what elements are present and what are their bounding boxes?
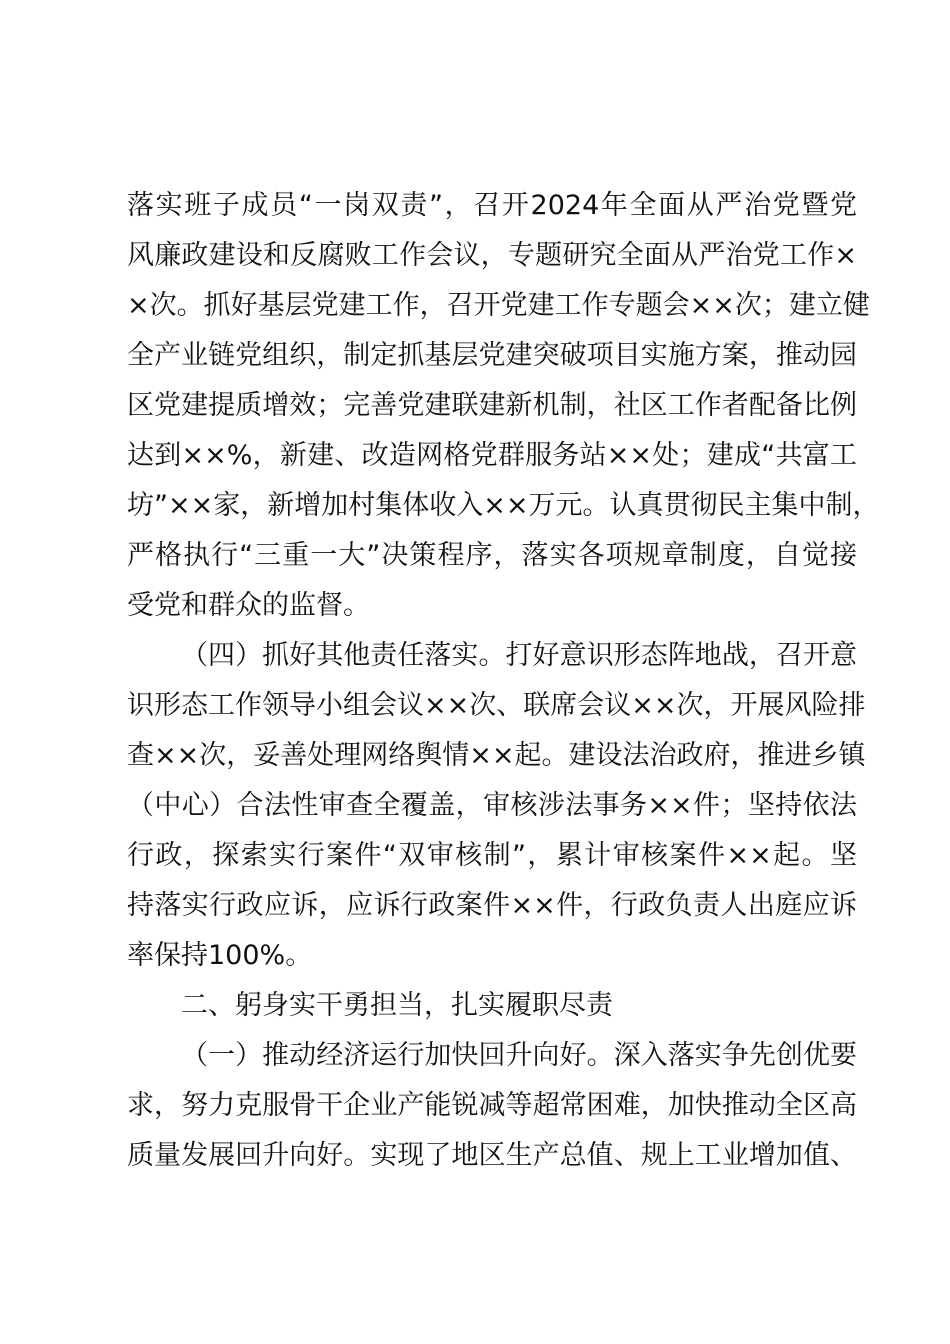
body-text-line: 落实班子成员“一岗双责”，召开2024年全面从严治党暨党: [127, 190, 857, 221]
body-text-line: 风廉政建设和反腐败工作会议，专题研究全面从严治党工作×: [127, 240, 857, 271]
body-text-line: 行政，探索实行案件“双审核制”，累计审核案件××起。坚: [127, 840, 857, 871]
body-text-line: 持落实行政应诉，应诉行政案件××件，行政负责人出庭应诉: [127, 890, 857, 921]
body-text-line: 识形态工作领导小组会议××次、联席会议××次，开展风险排: [127, 690, 866, 721]
body-text-line: 受党和群众的监督。: [127, 590, 370, 621]
body-text-line: 严格执行“三重一大”决策程序，落实各项规章制度，自觉接: [127, 540, 857, 571]
body-text-line: 区党建提质增效；完善党建联建新机制，社区工作者配备比例: [127, 390, 857, 421]
body-text-line: 达到××%，新建、改造网格党群服务站××处；建成“共富工: [127, 440, 857, 471]
paragraph-first-line: （四）抓好其他责任落实。打好意识形态阵地战，召开意: [181, 640, 857, 671]
body-text-line: （中心）合法性审查全覆盖，审核涉法事务××件；坚持依法: [127, 790, 857, 821]
body-text-line: 全产业链党组织，制定抓基层党建突破项目实施方案，推动园: [127, 340, 857, 371]
body-text-line: ×次。抓好基层党建工作，召开党建工作专题会××次；建立健: [127, 290, 870, 321]
body-text-line: 坊”××家，新增加村集体收入××万元。认真贯彻民主集中制，: [127, 490, 880, 521]
section-heading: 二、躬身实干勇担当，扎实履职尽责: [181, 990, 613, 1021]
body-text-line: 率保持100%。: [127, 940, 313, 971]
body-text-line: 质量发展回升向好。实现了地区生产总值、规上工业增加值、: [127, 1140, 857, 1171]
paragraph-first-line: （一）推动经济运行加快回升向好。深入落实争先创优要: [181, 1040, 857, 1071]
body-text-line: 查××次，妥善处理网络舆情××起。建设法治政府，推进乡镇: [127, 740, 866, 771]
body-text-line: 求，努力克服骨干企业产能锐减等超常困难，加快推动全区高: [127, 1090, 857, 1121]
